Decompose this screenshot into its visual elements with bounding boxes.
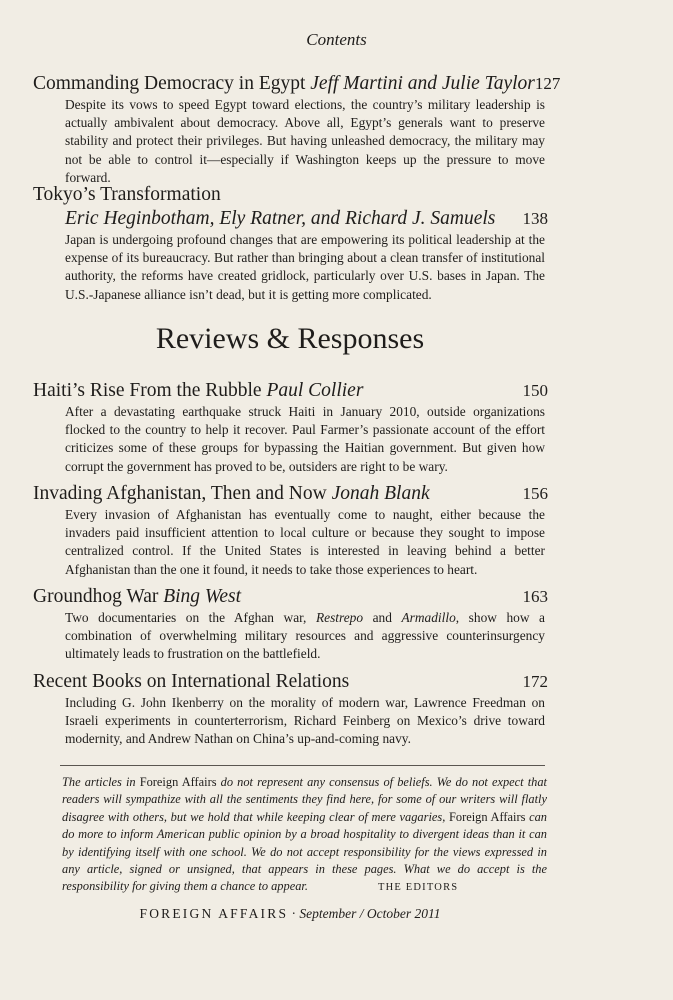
editorial-disclaimer: The articles in Foreign Affairs do not represent any consensus of beliefs. We do not expect that readers will sympathize with all the sentiments they find here, for some of our writers will flatly disagree with others, but we hold that while keeping clear of mere vagaries, Foreign Affairs can do more to inform American public opinion by a broad hospitality to divergent ideas than it can by identifying itself with one school. We do not accept responsibility for the views expressed in any article, signed or unsigned, that appears in these pages. What we do accept is the responsibility for giving them a chance to appear. THE EDITORS (62, 775, 547, 894)
article-author: Eric Heginbotham, Ely Ratner, and Richard J. Samuels (65, 208, 496, 229)
divider (60, 765, 545, 766)
magazine-name: Foreign Affairs (449, 809, 526, 824)
page-number: 150 (522, 381, 548, 400)
toc-entry-afghanistan (33, 482, 548, 579)
article-description: Japan is undergoing profound changes that are empowering its political leadership at the expense of its bureaucracy. But rather than bringing about a clean transfer of institutional authority, the reforms have created gridlock, particularly over U.S. bases in Japan. The U.S.-Japanese alliance isn’t dead, but it is getting more complicated. (65, 232, 545, 302)
toc-entry-title-line (33, 379, 548, 403)
article-title: Tokyo’s Transformation (33, 184, 221, 205)
toc-entry-title-line (33, 183, 548, 207)
article-description: After a devastating earthquake struck Haiti in January 2010, outside organizations flocked to the country to help it recover. Paul Farmer’s passionate account of the effort criticizes some of these groups for bypassing the Haitian government. But given how corrupt the government has proved to be, outsiders are right to be wary. (65, 404, 545, 474)
article-author: Bing West (163, 586, 242, 607)
publication-name: FOREIGN AFFAIRS (139, 906, 289, 921)
magazine-name: Foreign Affairs (139, 775, 217, 789)
toc-entry-groundhog-war (33, 585, 548, 664)
article-description: Two documentaries on the Afghan war, Restrepo and Armadillo, show how a combination of overwhelming military resources and aggressive counterinsurgency ultimately leads to frustration on the battlefield. (65, 610, 546, 662)
article-description: Every invasion of Afghanistan has eventually come to naught, either because the invaders paid insufficient attention to local culture or because they sought to impose centralized control. If the United States is interested in leaving behind a better Afghanistan than the one it found, it needs to take those experiences to heart. (65, 507, 545, 577)
issue-date: September / October 2011 (299, 906, 441, 921)
toc-entry-haiti (33, 379, 548, 476)
article-title: Invading Afghanistan, Then and Now (33, 483, 327, 504)
article-author: Jonah Blank (331, 483, 430, 504)
article-title: Commanding Democracy in Egypt (33, 73, 306, 94)
page-number: 172 (522, 672, 548, 691)
article-description: Despite its vows to speed Egypt toward elections, the country’s military leadership is actually ambivalent about democracy. Above all, Egypt’s generals want to preserve stability and protect their privileges. But having unleashed democracy, the military may not be able to control it—especially if Washington keeps up the pressure to move forward. (65, 97, 545, 185)
section-heading: Reviews & Responses (155, 322, 425, 355)
editors-signature: THE EDITORS (377, 882, 459, 894)
article-title: Recent Books on International Relations (33, 671, 350, 692)
page-footer: FOREIGN AFFAIRS · September / October 2011 (139, 906, 441, 921)
toc-entry-author-line (33, 207, 548, 231)
page-number: 163 (522, 587, 548, 606)
toc-entry-title-line (33, 72, 561, 96)
film-title: Armadillo (401, 610, 456, 625)
page-header: Contents (306, 30, 367, 49)
toc-entry-title-line (33, 670, 548, 694)
article-description: Including G. John Ikenberry on the morality of modern war, Lawrence Freedman on Israeli experiments in counterterrorism, Richard Feinberg on Mexico’s drive toward modernity, and Andrew Nathan on China’s up-and-coming navy. (65, 695, 545, 747)
toc-entry-recent-books (33, 670, 548, 749)
toc-entry-egypt (33, 72, 561, 187)
page-number: 127 (534, 74, 561, 93)
page-number: 156 (522, 484, 548, 503)
page-number: 138 (522, 209, 548, 228)
toc-entry-title-line (33, 482, 548, 506)
toc-entry-title-line (33, 585, 548, 609)
article-author: Paul Collier (266, 380, 364, 401)
article-author: Jeff Martini and Julie Taylor (310, 73, 535, 94)
article-title: Haiti’s Rise From the Rubble (33, 380, 262, 401)
toc-entry-tokyo (33, 183, 548, 304)
article-title: Groundhog War (33, 586, 159, 607)
film-title: Restrepo (315, 610, 364, 625)
